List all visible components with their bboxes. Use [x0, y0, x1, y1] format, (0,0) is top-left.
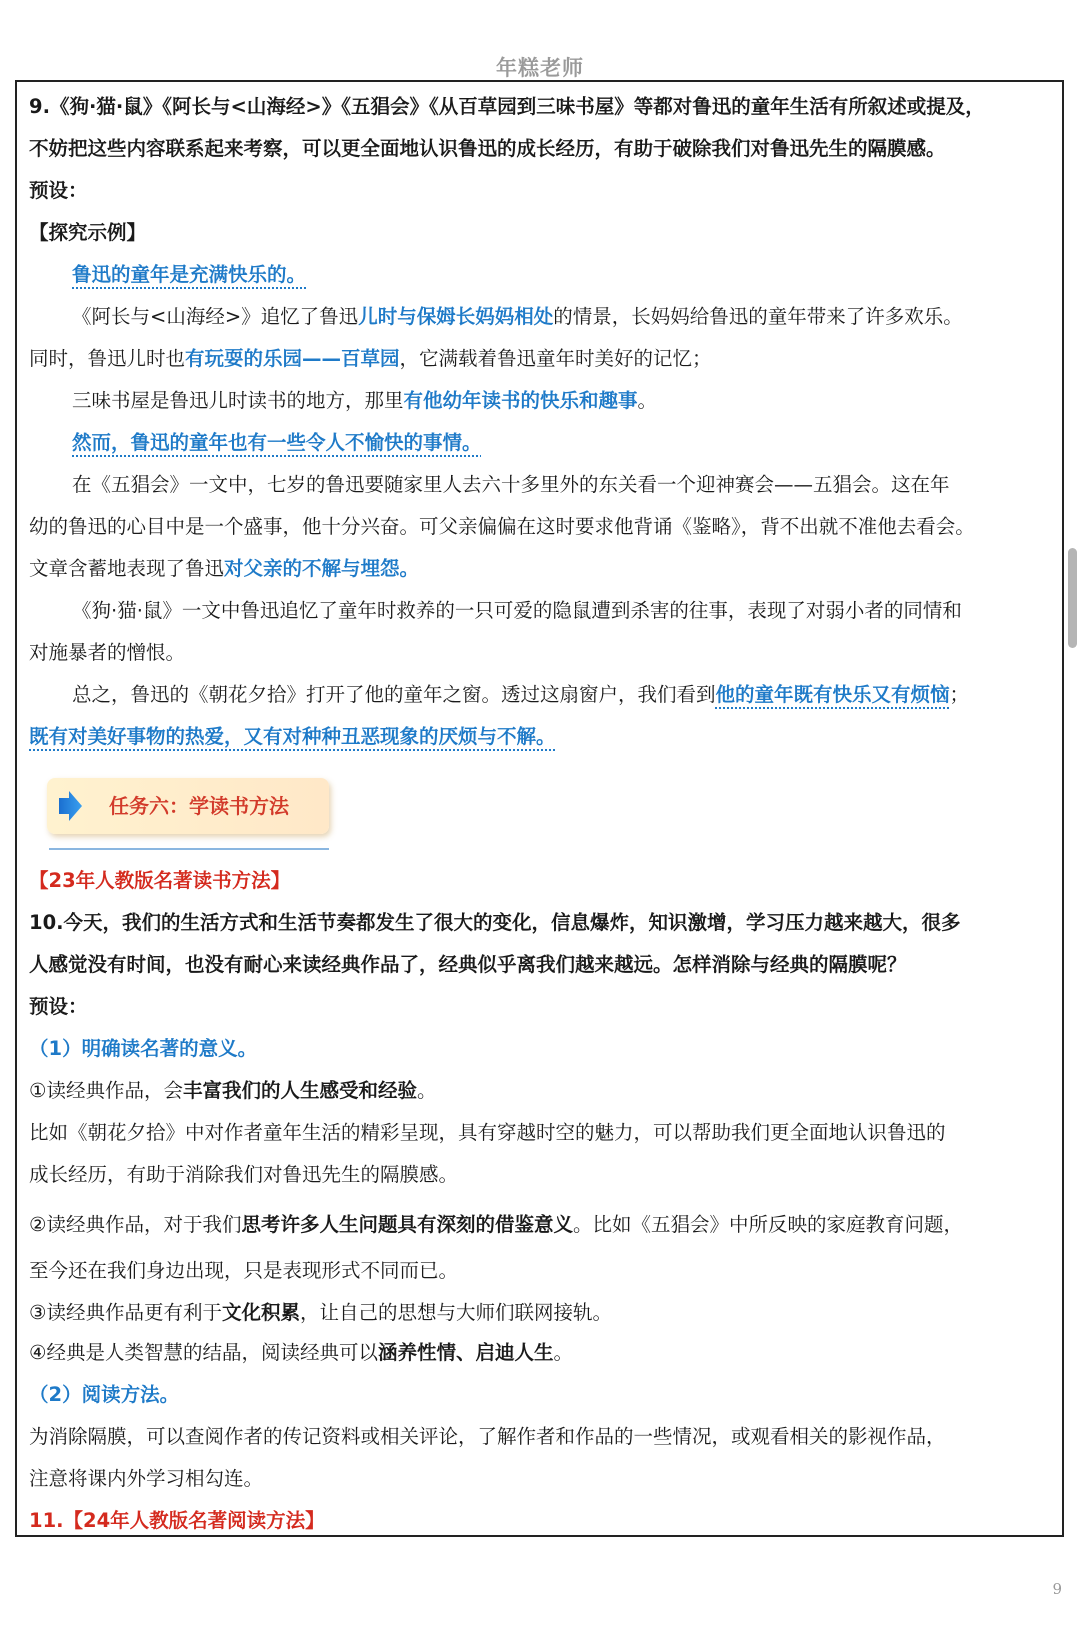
text-span: 总之，鲁迅的《朝花夕拾》打开了他的童年之窗。透过这扇窗户，我们看到	[72, 683, 716, 706]
q10-line-2: 人感觉没有时间，也没有耐心来读经典作品了，经典似乎离我们越来越远。怎样消除与经典的隔膜呢？	[29, 953, 907, 976]
text-span: ，它满载着鲁迅童年时美好的记忆；	[399, 347, 712, 370]
bold-span: 丰富我们的人生感受和经验	[182, 1079, 417, 1102]
method-line-1: 为消除隔膜，可以查阅作者的传记资料或相关评论，了解作者和作品的一些情况，或观看相关的影视作品，	[29, 1425, 946, 1448]
author-watermark: 年糕老师	[496, 56, 584, 80]
meaning-item-1-example-cont: 成长经历，有助于消除我们对鲁迅先生的隔膜感。	[29, 1163, 459, 1186]
text-span: 。比如《五猖会》中所反映的家庭教育问题，	[573, 1213, 964, 1236]
content-frame	[15, 80, 1064, 1537]
q11-number: 11.	[29, 1509, 64, 1532]
text-span: 。	[553, 1341, 574, 1364]
text-span: 《阿长与<山海经>》追忆了鲁迅	[72, 305, 359, 328]
bold-span: 思考许多人生问题具有深刻的借鉴意义	[241, 1213, 573, 1236]
text-span: ①读经典作品，会	[29, 1079, 183, 1102]
bold-span: 文化积累	[221, 1301, 300, 1324]
para-gou-mao-shu-1: 《狗·猫·鼠》一文中鲁迅追忆了童年时救养的一只可爱的隐鼠遭到杀害的往事，表现了对弱小者的同情和	[72, 599, 962, 622]
meaning-item-3	[29, 1294, 1052, 1332]
q10-line-1: 10.今天，我们的生活方式和生活节奏都发生了很大的变化，信息爆炸，知识激增，学习压力越来越大，很多	[29, 911, 961, 934]
method-line-2: 注意将课内外学习相勾连。	[29, 1467, 264, 1490]
q11-tag: 【24年人教版名著阅读方法】	[63, 1509, 325, 1532]
task-banner-wrap	[47, 774, 1052, 854]
q11-heading	[29, 1500, 1052, 1542]
page-number: 9	[1052, 1580, 1062, 1598]
meaning-item-1-example: 比如《朝花夕拾》中对作者童年生活的精彩呈现，具有穿越时空的魅力，可以帮助我们更全面地认识鲁迅的	[29, 1121, 946, 1144]
bold-span: 涵养性情、启迪人生	[377, 1341, 554, 1364]
q10-preset-label: 预设：	[29, 995, 88, 1018]
para-gou-mao-shu-2: 对施暴者的憎恨。	[29, 641, 186, 664]
q9-preset-label: 预设：	[29, 179, 88, 202]
heading-happy-text: 鲁迅的童年是充满快乐的。	[72, 263, 307, 286]
meaning-item-2-cont: 至今还在我们身边出现，只是表现形式不同而已。	[29, 1259, 459, 1282]
section-method-heading: （2）阅读方法。	[29, 1383, 180, 1406]
para-wuchang-1: 在《五猖会》一文中，七岁的鲁迅要随家里人去六十多里外的东关看一个迎神赛会——五猖会。这在年	[72, 473, 950, 496]
highlight-span: 他的童年既有快乐又有烦恼	[715, 683, 950, 706]
task-label: 任务六：学读书方法	[109, 794, 289, 818]
text-span: 同时，鲁迅儿时也	[29, 347, 186, 370]
highlight-span: 有玩耍的乐园——百草园	[185, 347, 400, 370]
text-span: ，让自己的思想与大师们联网接轨。	[300, 1301, 613, 1324]
highlight-span: 对父亲的不解与埋怨。	[224, 557, 420, 580]
q10-tag: 【23年人教版名著读书方法】	[29, 869, 291, 892]
section-meaning-heading: （1）明确读名著的意义。	[29, 1037, 258, 1060]
para-ahchang-cont	[29, 338, 1052, 380]
arrow-right-icon	[57, 790, 83, 826]
meaning-item-1	[29, 1070, 1052, 1112]
highlight-span: 既有对美好事物的热爱，又有对种种丑恶现象的厌烦与不解。	[29, 725, 556, 748]
meaning-item-4	[29, 1332, 1052, 1374]
para-ahchang	[29, 296, 1052, 338]
text-span: 的情景，长妈妈给鲁迅的童年带来了许多欢乐。	[553, 305, 963, 328]
text-span: 。	[417, 1079, 437, 1102]
text-span: ④经典是人类智慧的结晶，阅读经典可以	[29, 1341, 378, 1364]
heading-happy	[29, 254, 1052, 296]
divider	[49, 848, 329, 850]
meaning-item-2	[29, 1202, 1052, 1248]
para-summary-1	[29, 674, 1052, 716]
para-sanwei	[29, 380, 1052, 422]
q9-line-2: 不妨把这些内容联系起来考察，可以更全面地认识鲁迅的成长经历，有助于破除我们对鲁迅先生的隔膜感。	[29, 137, 946, 160]
text-span: 文章含蓄地表现了鲁迅	[29, 557, 225, 580]
text-span: ；	[949, 683, 970, 706]
text-span: 三味书屋是鲁迅儿时读书的地方，那里	[72, 389, 404, 412]
text-span: ②读经典作品，对于我们	[29, 1213, 242, 1236]
scrollbar-thumb[interactable]	[1068, 548, 1077, 648]
task-banner	[47, 778, 329, 834]
text-span: ③读经典作品更有利于	[29, 1301, 222, 1324]
para-wuchang-2: 幼的鲁迅的心目中是一个盛事，他十分兴奋。可父亲偏偏在这时要求他背诵《鉴略》，背不出就不准他去看会。	[29, 515, 975, 538]
text-span: 。	[637, 389, 658, 412]
highlight-span: 儿时与保姆长妈妈相处	[358, 305, 554, 328]
para-wuchang-3	[29, 548, 1052, 590]
q9-line-1: 9.《狗·猫·鼠》《阿长与<山海经>》《五猖会》《从百草园到三味书屋》等都对鲁迅的童年生活有所叙述或提及，	[29, 95, 985, 118]
heading-unhappy	[29, 422, 1052, 464]
para-summary-2	[29, 716, 1052, 758]
highlight-span: 有他幼年读书的快乐和趣事	[403, 389, 638, 412]
example-title: 【探究示例】	[29, 221, 147, 244]
heading-unhappy-text: 然而，鲁迅的童年也有一些令人不愉快的事情。	[72, 431, 482, 454]
